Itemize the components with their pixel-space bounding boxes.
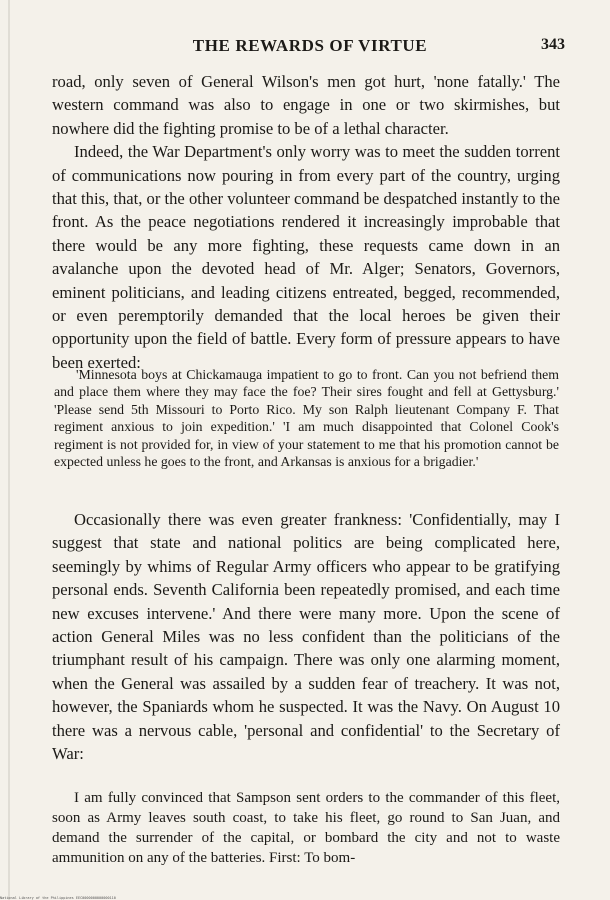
binding-gutter	[8, 0, 10, 900]
quote-miles-cable: I am fully convinced that Sampson sent orders to the commander of this fleet, soon as Army leaves south coast, to take his fleet, go round to San Juan, and demand the surrender of the capital, or bombard the city and not to waste ammunition on any of the batteries. First: To bom-	[52, 790, 560, 866]
scan-footer: National Library of the Philippines EEC0000000000000110	[0, 896, 116, 900]
block-quote-miles	[52, 788, 560, 868]
page-header	[55, 36, 565, 60]
body-text	[52, 70, 560, 374]
paragraph-frankness: Occasionally there was even greater frankness: 'Confidentially, may I suggest that state and national politics are being complicated here, seemingly by whims of Regular Army officers who appear to be gratifying personal ends. Seventh California been repeatedly promised, and each time new excuses intervene.' And there were many more. Upon the scene of action General Miles was no less confident than the politicians of the triumphant result of his campaign. There was only one alarming moment, when the General was assailed by a sudden fear of treachery. It was not, however, the Spaniards whom he suspected. It was the Navy. On August 10 there was a nervous cable, 'personal and confidential' to the Secretary of War:	[52, 510, 560, 764]
quote-telegrams: 'Minnesota boys at Chickamauga impatient to go to front. Can you not befriend them and place them where they may face the foe? Their sires fought and fell at Gettysburg.' 'Please send 5th Missouri to Porto Rico. My son Ralph lieutenant Company F. That regiment anxious to join expedition.' 'I am much disappointed that Colonel Cook's regiment is not provided for, in view of your statement to me that his promotion cannot be expected unless he goes to the front, and Arkansas is anxious for a brigadier.'	[54, 367, 559, 470]
paragraph-continuation: road, only seven of General Wilson's men got hurt, 'none fatally.' The western command was also to engage in one or two skirmishes, but nowhere did the fighting promise to be of a lethal character.	[52, 72, 560, 138]
page-number: 343	[541, 36, 565, 53]
running-head: THE REWARDS OF VIRTUE	[192, 36, 428, 55]
paragraph-war-department: Indeed, the War Department's only worry was to meet the sudden torrent of communications now pouring in from every part of the country, urging that this, that, or the other volunteer command be despatched instantly to the front. As the peace negotiations rendered it increasingly improbable that there would be any more fighting, these requests came down in an avalanche upon the devoted head of Mr. Alger; Senators, Governors, eminent politicians, and leading citizens entreated, begged, recommended, or even peremptorily demanded that the local heroes be given their opportunity upon the field of battle. Every form of pressure appears to have been exerted:	[52, 142, 560, 372]
body-text-continued	[52, 508, 560, 765]
block-quote-telegrams	[54, 366, 559, 470]
